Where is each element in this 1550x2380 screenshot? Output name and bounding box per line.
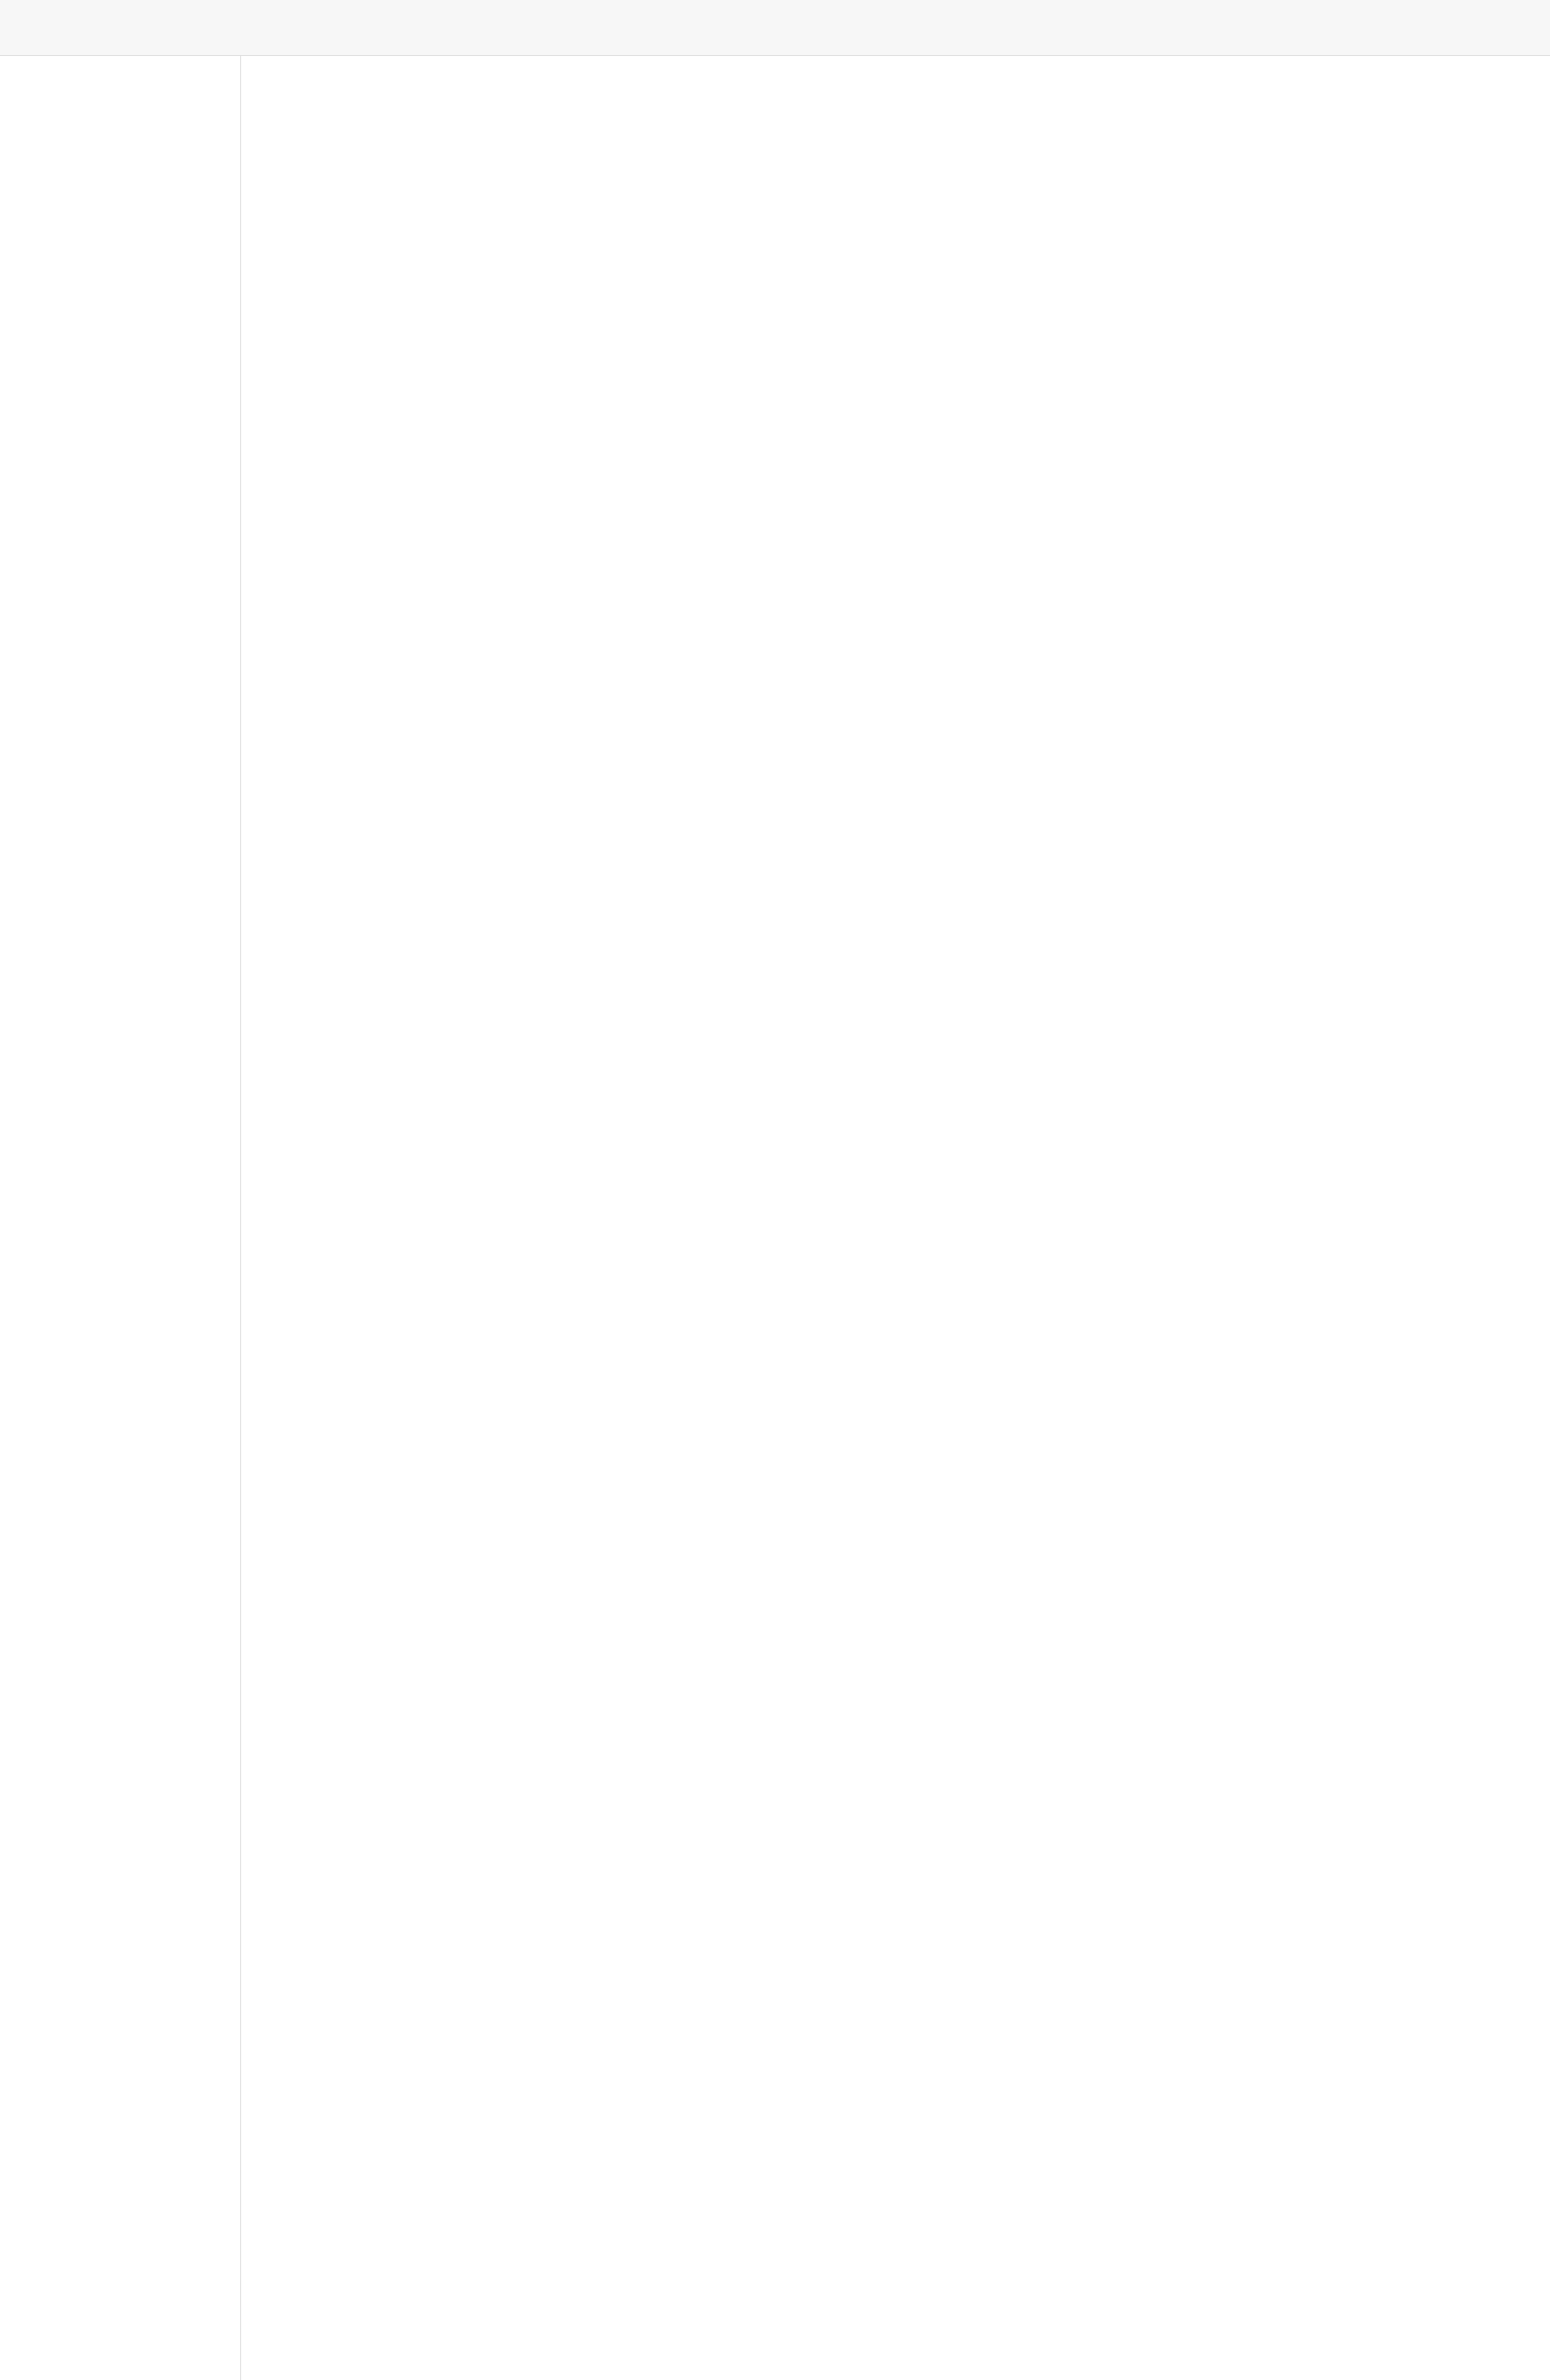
main-content [241,56,1550,2380]
app-body [0,56,1550,2380]
sidebar [0,56,241,2380]
app-header [0,0,1550,56]
